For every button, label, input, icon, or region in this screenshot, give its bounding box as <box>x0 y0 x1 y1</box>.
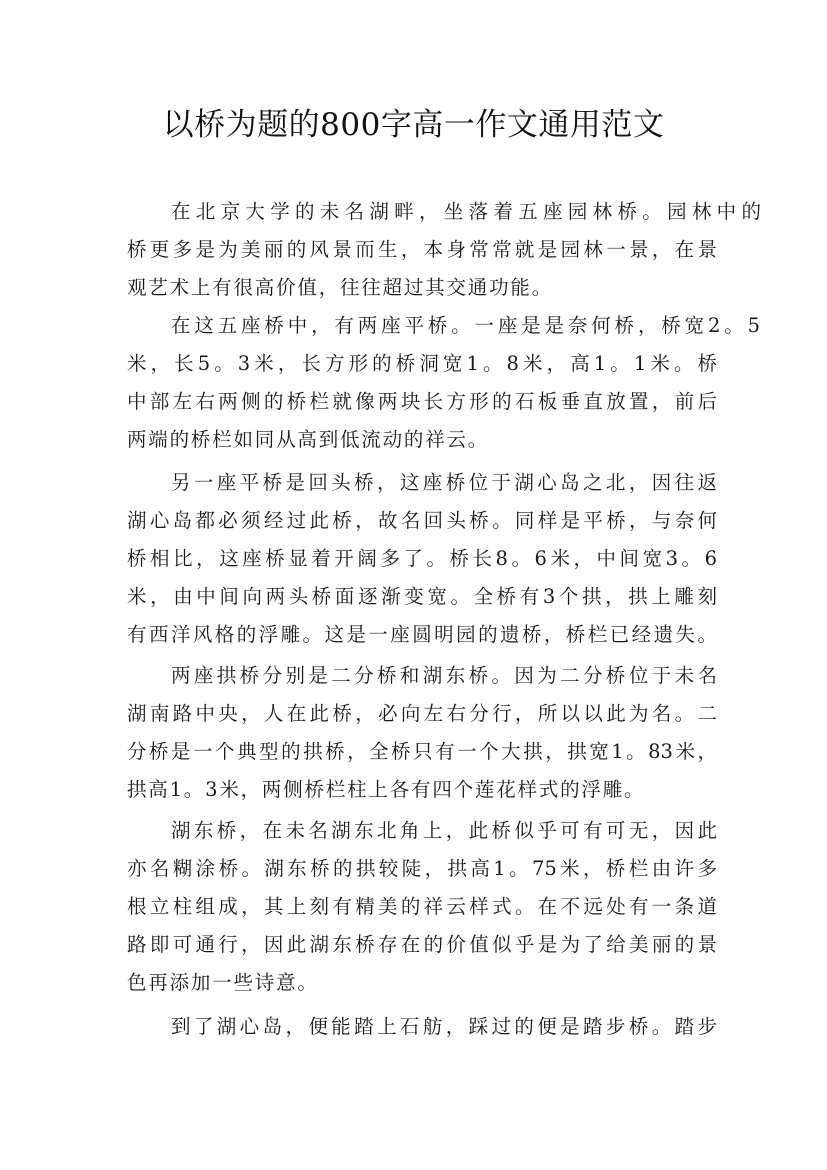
paragraph-line: 两端的桥栏如同从高到低流动的祥云。 <box>127 428 490 451</box>
paragraph-line: 在北京大学的未名湖畔，坐落着五座园林桥。园林中的 <box>171 200 761 223</box>
paragraph-line: 亦名糊涂桥。湖东桥的拱较陡，拱高1。75米，桥栏由许多 <box>127 857 717 880</box>
paragraph-line: 分桥是一个典型的拱桥，全桥只有一个大拱，拱宽1。83米， <box>127 740 717 763</box>
paragraph-line: 观艺术上有很高价值，往往超过其交通功能。 <box>127 276 554 299</box>
paragraph-line: 桥更多是为美丽的风景而生，本身常常就是园林一景，在景 <box>127 238 717 261</box>
paragraph-line: 到了湖心岛，便能踏上石舫，踩过的便是踏步桥。踏步 <box>171 1015 717 1038</box>
paragraph-line: 湖南路中央，人在此桥，必向左右分行，所以以此为名。二 <box>127 702 717 725</box>
paragraph-line: 另一座平桥是回头桥，这座桥位于湖心岛之北，因往返 <box>171 471 717 494</box>
paragraph-line: 有西洋风格的浮雕。这是一座圆明园的遗桥，桥栏已经遗失。 <box>127 623 717 646</box>
paragraph-line: 根立柱组成，其上刻有精美的祥云样式。在不远处有一条道 <box>127 895 717 918</box>
paragraph-line: 拱高1。3米，两侧桥栏柱上各有四个莲花样式的浮雕。 <box>127 778 646 801</box>
paragraph-line: 路即可通行，因此湖东桥存在的价值似乎是为了给美丽的景 <box>127 933 717 956</box>
paragraph-line: 两座拱桥分别是二分桥和湖东桥。因为二分桥位于未名 <box>171 664 717 687</box>
document-title: 以桥为题的800字高一作文通用范文 <box>162 107 665 143</box>
paragraph-line: 在这五座桥中，有两座平桥。一座是是奈何桥，桥宽2。5 <box>171 314 760 337</box>
paragraph-line: 湖心岛都必须经过此桥，故名回头桥。同样是平桥，与奈何 <box>127 509 717 532</box>
paragraph-line: 米，由中间向两头桥面逐渐变宽。全桥有3个拱，拱上雕刻 <box>127 585 717 608</box>
paragraph-line: 桥相比，这座桥显着开阔多了。桥长8。6米，中间宽3。6 <box>127 547 717 570</box>
paragraph-line: 中部左右两侧的桥栏就像两块长方形的石板垂直放置，前后 <box>127 390 717 413</box>
paragraph-line: 湖东桥，在未名湖东北角上，此桥似乎可有可无，因此 <box>171 819 717 842</box>
paragraph-line: 米，长5。3米，长方形的桥洞宽1。8米，高1。1米。桥 <box>127 352 717 375</box>
paragraph-line: 色再添加一些诗意。 <box>127 971 319 994</box>
